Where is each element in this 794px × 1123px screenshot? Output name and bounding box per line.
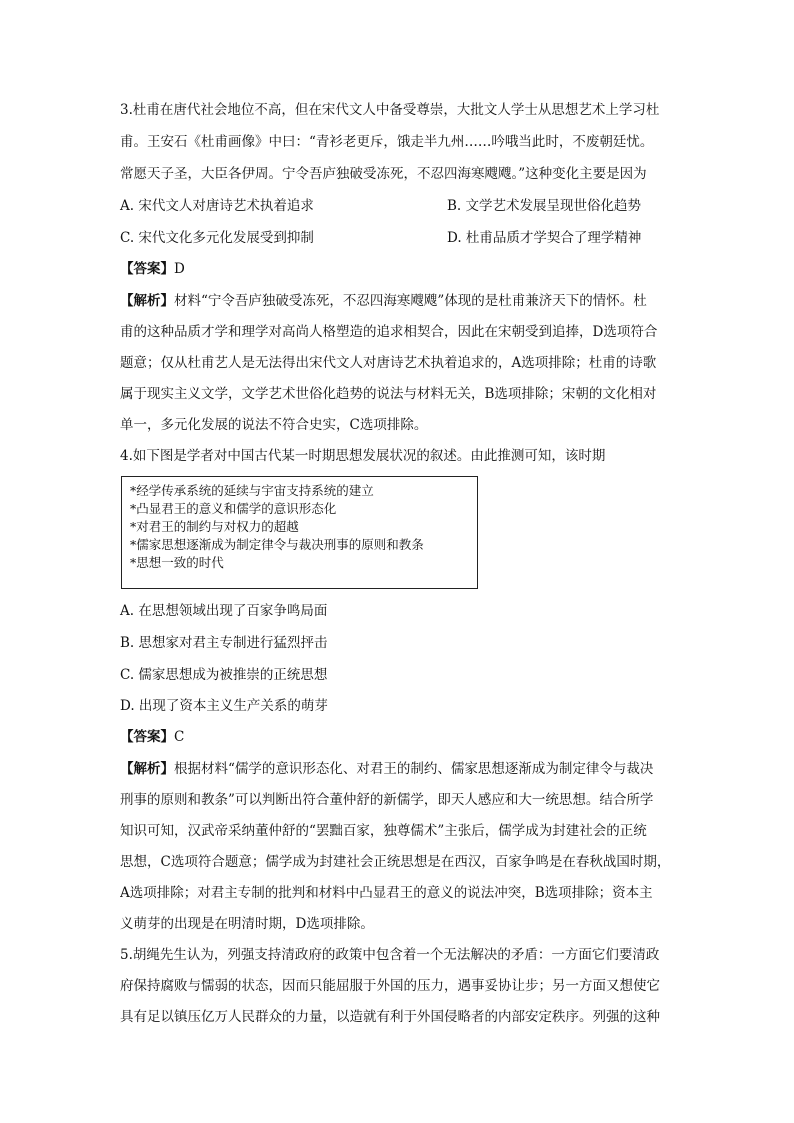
q4-analysis-line-4: 思想，C选项符合题意；儒学成为封建社会正统思想是在西汉，百家争鸣是在春秋战国时期， (120, 854, 671, 870)
q4-analysis-tag: 【解析】 (120, 761, 174, 777)
q4-box-item-2: *凸显君王的意义和儒学的意识形态化 (130, 501, 337, 516)
q4-analysis-line-3: 知识可知，汉武帝采纳董仲舒的“罢黜百家，独尊儒术”主张后，儒学成为封建社会的正统 (120, 823, 647, 839)
q3-option-a: A. 宋代文人对唐诗艺术执着追求 (120, 198, 314, 214)
q3-stem-line-3: 常愿天子圣，大臣各伊周。宁令吾庐独破受冻死，不忍四海寒飕飕。”这种变化主要是因为 (120, 166, 647, 182)
q3-option-d: D. 杜甫品质才学契合了理学精神 (447, 230, 642, 246)
q4-box-item-1: *经学传承系统的延续与宇宙支持系统的建立 (130, 483, 374, 498)
q3-answer-tag: 【答案】 (120, 261, 174, 277)
q3-stem-line-1: 3.杜甫在唐代社会地位不高，但在宋代文人中备受尊崇，大批文人学士从思想艺术上学习杜 (120, 102, 660, 118)
q3-answer-value: D (174, 261, 185, 277)
q3-option-b: B. 文学艺术发展呈现世俗化趋势 (447, 198, 642, 214)
q5-stem-line-2: 府保持腐败与懦弱的状态，因而只能屈服于外国的压力，遇事妥协让步；另一方面又想使它 (120, 978, 660, 994)
q4-box-item-5: *思想一致的时代 (130, 555, 224, 570)
q4-answer-value: C (174, 729, 185, 745)
q5-stem-line-3: 具有足以镇压亿万人民群众的力量，以造就有利于外国侵略者的内部安定秩序。列强的这种 (120, 1009, 660, 1025)
q4-option-c: C. 儒家思想成为被推崇的正统思想 (120, 667, 328, 683)
q3-analysis-tag: 【解析】 (120, 293, 174, 309)
q3-option-c: C. 宋代文化多元化发展受到抑制 (120, 230, 314, 246)
q3-stem-line-2: 甫。王安石《杜甫画像》中曰：“青衫老更斥，饿走半九州……吟哦当此时，不废朝廷忧。 (120, 134, 654, 150)
q4-material-box (121, 476, 478, 589)
q5-stem-line-1: 5.胡绳先生认为，列强支持清政府的政策中包含着一个无法解决的矛盾：一方面它们要清政 (120, 947, 660, 963)
q4-analysis-line-2: 刑事的原则和教条”可以判断出符合董仲舒的新儒学，即天人感应和大一统思想。结合所学 (120, 792, 654, 808)
q4-box-item-4: *儒家思想逐渐成为制定律令与裁决刑事的原则和教条 (130, 537, 424, 552)
q3-answer (120, 260, 676, 278)
q4-analysis-line-5: A选项排除；对君主专制的批判和材料中凸显君王的意义的说法冲突，B选项排除；资本主 (120, 885, 653, 901)
q3-analysis-line-3: 题意；仅从杜甫艺人是无法得出宋代文人对唐诗艺术执着追求的，A选项排除；杜甫的诗歌 (120, 355, 657, 371)
q4-stem: 4.如下图是学者对中国古代某一时期思想发展状况的叙述。由此推测可知，该时期 (120, 448, 606, 464)
q4-box-item-3: *对君王的制约与对权力的超越 (130, 519, 299, 534)
q4-answer (120, 728, 676, 746)
q3-analysis-line-1 (120, 292, 676, 310)
q4-analysis-text-1: 根据材料“儒学的意识形态化、对君王的制约、儒家思想逐渐成为制定律令与裁决 (174, 761, 654, 777)
q4-option-a: A. 在思想领域出现了百家争鸣局面 (120, 603, 328, 619)
q3-analysis-text-1: 材料“宁令吾庐独破受冻死，不忍四海寒飕飕”体现的是杜甫兼济天下的情怀。杜 (174, 293, 647, 309)
q3-analysis-line-4: 属于现实主义文学，文学艺术世俗化趋势的说法与材料无关，B选项排除；宋朝的文化相对 (120, 386, 657, 402)
q4-analysis-line-1 (120, 760, 676, 778)
q4-answer-tag: 【答案】 (120, 729, 174, 745)
q4-option-d: D. 出现了资本主义生产关系的萌芽 (120, 698, 328, 714)
q3-analysis-line-2: 甫的这种品质才学和理学对高尚人格塑造的追求相契合，因此在宋朝受到追捧，D选项符合 (120, 324, 658, 340)
q4-option-b: B. 思想家对君主专制进行猛烈抨击 (120, 635, 328, 651)
q4-analysis-line-6: 义萌芽的出现是在明清时期，D选项排除。 (120, 916, 374, 932)
q3-analysis-line-5: 单一，多元化发展的说法不符合史实，C选项排除。 (120, 417, 428, 433)
